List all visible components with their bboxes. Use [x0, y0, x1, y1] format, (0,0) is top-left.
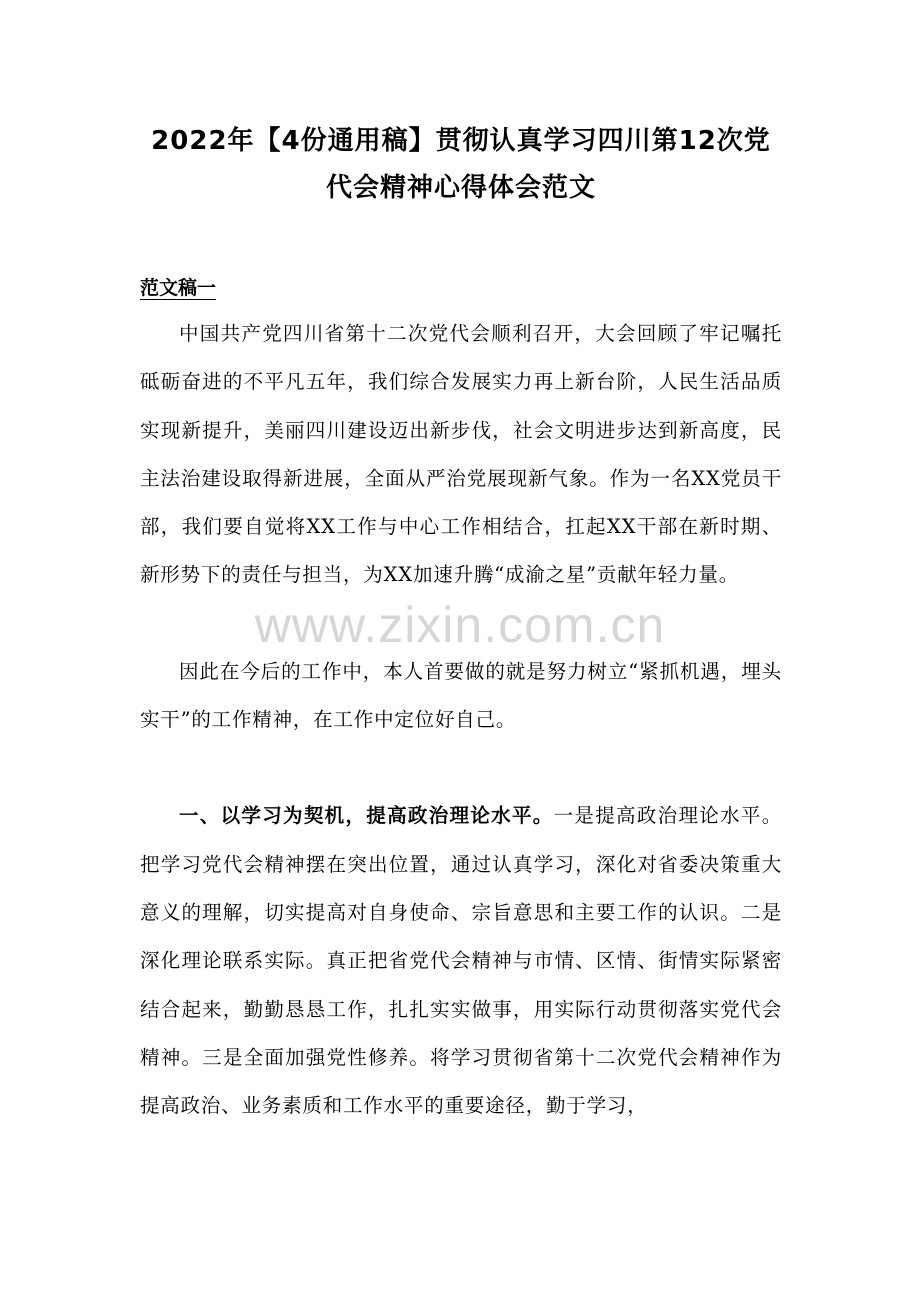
paragraph-3 — [140, 792, 782, 1130]
paragraph-2: 因此在今后的工作中，本人首要做的就是努力树立“紧抓机遇，埋头实干”的工作精神，在工作中定位好自己。 — [140, 659, 782, 732]
section-heading — [140, 270, 782, 306]
document-title-line-2: 代会精神心得体会范文 — [325, 173, 596, 203]
section-heading-text: 范文稿一 — [140, 277, 217, 299]
watermark-text: www.zixin.com.cn — [254, 597, 666, 653]
paragraph-3-body: 一是提高政治理论水平。把学习党代会精神摆在突出位置，通过认真学习，深化对省委决策重大意义的理解，切实提高对自身使命、宗旨意思和主要工作的认识。二是深化理论联系实际。真正把省党代会精神与市情、区情、街情实际紧密结合起来，勤勤恳恳工作，扎扎实实做事，用实际行动贯彻落实党代会精神。三是全面加强党性修养。将学习贯彻省第十二次党代会精神作为提高政治、业务素质和工作水平的重要途径，勤于学习， — [140, 804, 782, 1118]
document-title — [140, 118, 782, 212]
paragraph-1: 中国共产党四川省第十二次党代会顺利召开，大会回顾了牢记嘱托砥砺奋进的不平凡五年，我们综合发展实力再上新台阶，人民生活品质实现新提升，美丽四川建设迈出新步伐，社会文明进步达到新高度，民主法治建设取得新进展，全面从严治党展现新气象。作为一名XX党员干部，我们要自觉将XX工作与中心工作相结合，扛起XX干部在新时期、新形势下的责任与担当，为XX加速升腾“成渝之星”贡献年轻力量。 — [140, 322, 782, 587]
document-title-line-1: 2022年【4份通用稿】贯彻认真学习四川第12次党 — [151, 126, 771, 156]
paragraph-3-lead: 一、以学习为契机，提高政治理论水平。 — [179, 804, 554, 828]
